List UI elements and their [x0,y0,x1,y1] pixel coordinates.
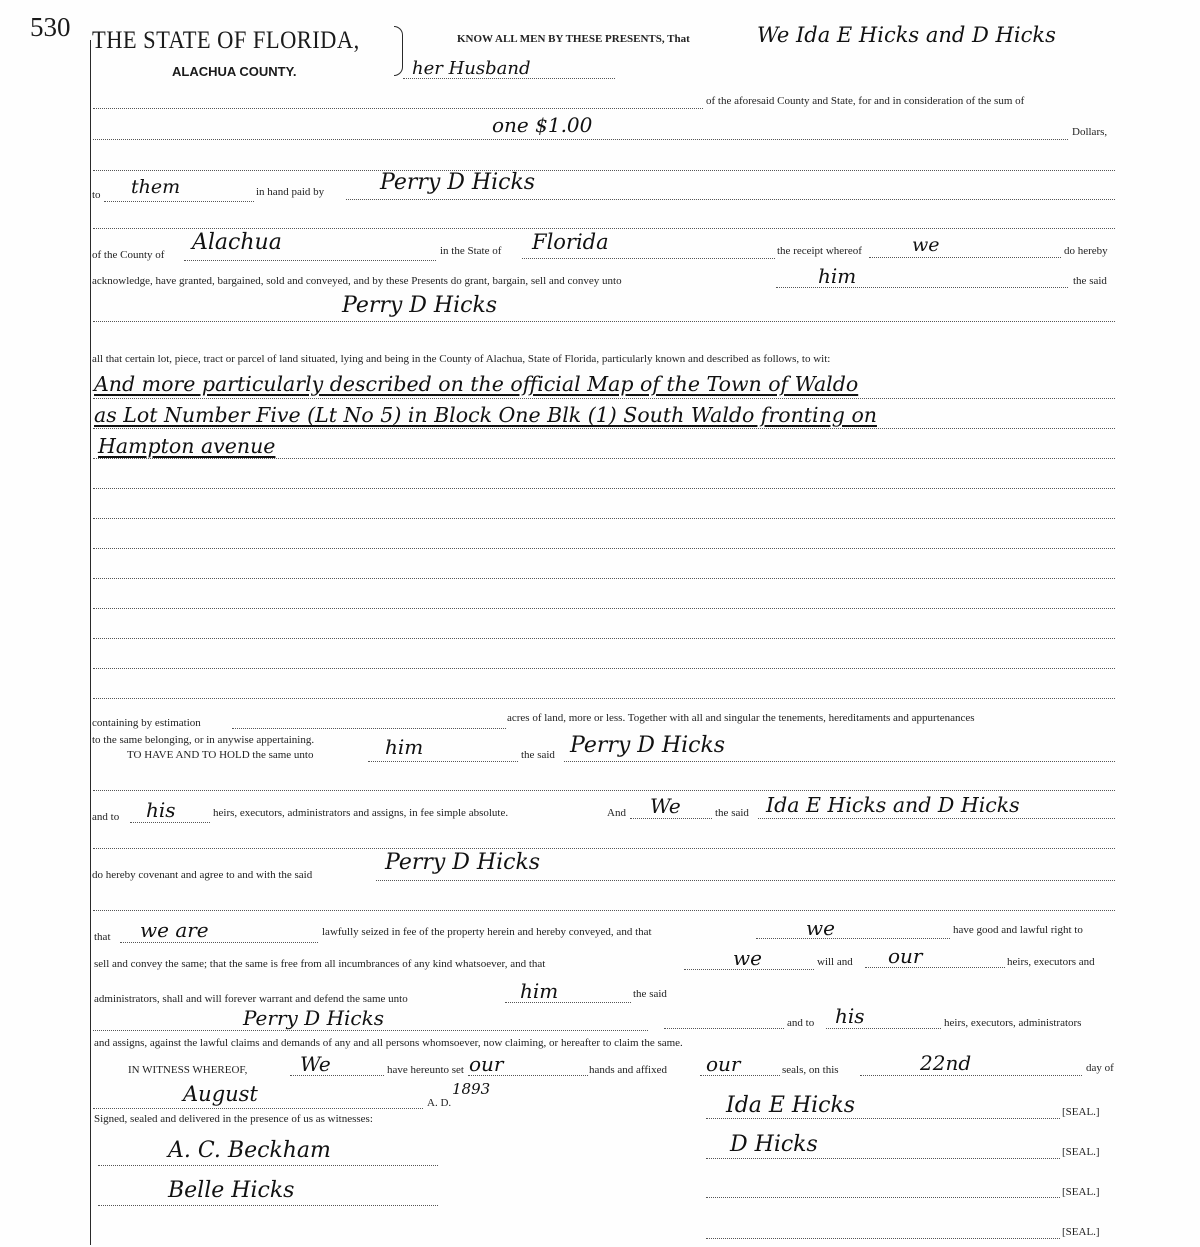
deed-page: 530 THE STATE OF FLORIDA, ALACHUA COUNTY. KNOW ALL MEN BY THESE PRESENTS, That We Ida E Hicks and D Hicks her Husband of the aforesaid County and State, for and in consideration of the sum of one $1.00 Dollars, to them in hand paid by Perry D Hicks of the County of Alachua in the State of Florida the receipt whereof we do hereby acknowledge, have granted, bargained, sold and conveyed, and by these Presents do grant, bargain, sell and convey unto him the said Perry D Hicks all that certain lot, piece, tract or parcel of land situated, lying and being in the County of Alachua, State of Florida, particularly known and described as follows, to wit: And more particularly described on the official Map of the Town of Waldo as Lot Number Five (Lt No 5) in Block One Blk (1) South Waldo fronting on Hampton avenue containing by estimation acres of land, more or less. Together with all and singular the tenements, hereditaments and appurtenances to the same belonging, or in anywise appertaining. TO HAVE AND TO HOLD the same unto him the said Perry D Hicks and to his heirs, executors, administrators and assigns, in fee simple absolute. And We the said Ida E Hicks and D Hicks do hereby covenant and agree to and with the said Perry D Hicks that we are lawfully seized in fee of the property herein and hereby conveyed, and that we have good and lawful right to sell and convey the same; that the same is free from all incumbrances of any kind whatsoever, and that we will and our heirs, executors and administrators, shall and will forever warrant and defend the same unto him the said Perry D Hicks and to his heirs, executors, administrators and assigns, against the lawful claims and demands of any and all persons whomsoever, now claiming, or hereafter to claim the same. IN WITNESS WHEREOF, We have hereunto set our hands and affixed our seals, on this 22nd day of August A. D. 1893 Signed, sealed and delivered in the presence of us as witnesses: Ida E Hicks [SEAL.] D Hicks [SEAL.] [SEAL.] [SEAL.] A. C. Beckham Belle Hicks [0,0,1200,1247]
state-heading: THE STATE OF FLORIDA, [92,27,360,54]
and-assigns-text: and assigns, against the lawful claims and demands of any and all persons whomsoever, now claiming, or hereafter to claim the same. [94,1037,683,1049]
unto-him: him [818,264,857,288]
all-that-text: all that certain lot, piece, tract or parcel of land situated, lying and being in the County of Alachua, State of Florida, particularly known and described as follows, to wit: [92,353,831,365]
signed-sealed-text: Signed, sealed and delivered in the presence of us as witnesses: [94,1113,373,1125]
page-number: 530 [30,12,71,42]
aforesaid-text: of the aforesaid County and State, for and in consideration of the sum of [706,95,1025,107]
seal-label-3: [SEAL.] [1062,1186,1100,1198]
husband-text: her Husband [412,58,531,79]
acres-text: acres of land, more or less. Together with all and singular the tenements, hereditaments and appurtenances [507,712,975,724]
seal-label-1: [SEAL.] [1062,1106,1100,1118]
witness-2: Belle Hicks [168,1178,295,1203]
description-line-2: as Lot Number Five (Lt No 5) in Block One Blk (1) South Waldo fronting on [94,403,877,427]
state-name: Florida [532,230,609,254]
receipt-we: we [912,234,940,256]
signature-1: Ida E Hicks [726,1093,856,1118]
seal-label-4: [SEAL.] [1062,1226,1100,1238]
to-whom: them [131,176,181,198]
grantee-name: Perry D Hicks [342,293,498,318]
seal-label-2: [SEAL.] [1062,1146,1100,1158]
acknowledge-text: acknowledge, have granted, bargained, sold and conveyed, and by these Presents do grant, bargain, sell and convey unto [92,275,622,287]
sell-convey-text: sell and convey the same; that the same is free from all incumbrances of any kind whatsoever, and that [94,958,546,970]
witness-1: A. C. Beckham [168,1138,331,1163]
left-margin-rule [90,40,91,1245]
dollars-label: Dollars, [1072,126,1108,138]
county-name: Alachua [192,230,282,255]
description-line-1: And more particularly described on the official Map of the Town of Waldo [94,372,859,396]
month-text: August [183,1082,258,1106]
signature-2: D Hicks [730,1132,818,1157]
paid-by-name: Perry D Hicks [380,170,536,195]
header-bracket [394,26,403,76]
grantors-name: We Ida E Hicks and D Hicks [757,23,1056,47]
know-all-men: KNOW ALL MEN BY THESE PRESENTS, That [457,33,690,45]
description-line-3: Hampton avenue [98,434,276,458]
year-text: 1893 [452,1080,491,1098]
county-heading: ALACHUA COUNTY. [172,64,297,79]
to-have-text: TO HAVE AND TO HOLD the same unto [127,749,314,761]
sum-amount: one $1.00 [492,113,593,137]
